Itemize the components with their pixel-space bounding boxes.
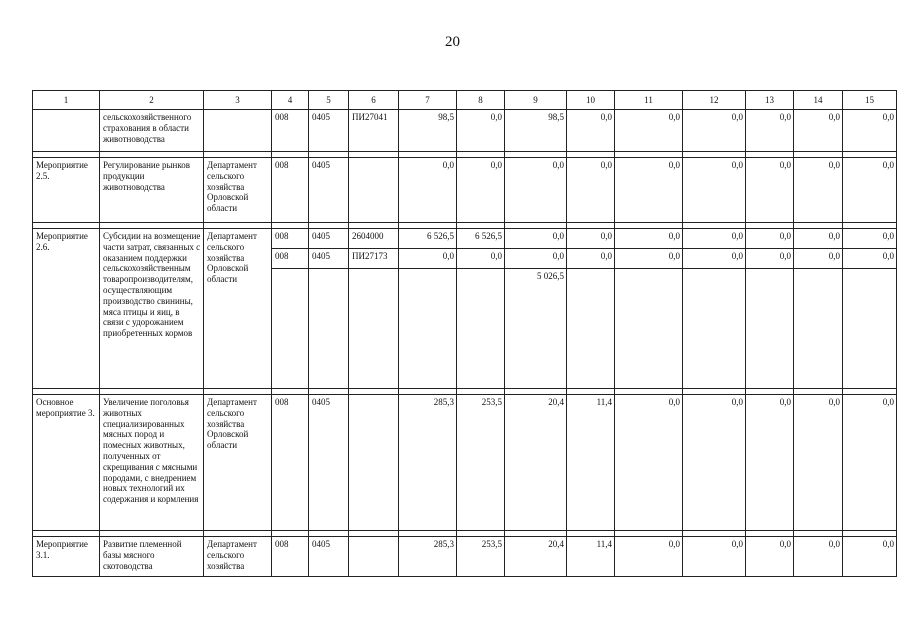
- cell-value: 0,0: [746, 158, 794, 223]
- cell-value: 0,0: [399, 249, 457, 269]
- cell-value: 20,4: [505, 537, 567, 577]
- cell-grbs: 008: [272, 110, 309, 152]
- cell-value: 0,0: [505, 229, 567, 249]
- cell-executor: [204, 110, 272, 152]
- column-header: 7: [399, 91, 457, 110]
- cell-measure: [33, 110, 100, 152]
- cell-value: 0,0: [567, 229, 615, 249]
- column-header: 3: [204, 91, 272, 110]
- cell-rzpr: 0405: [309, 229, 349, 249]
- cell-value: 0,0: [746, 110, 794, 152]
- cell-value: 0,0: [746, 537, 794, 577]
- cell-name: сельскохозяйственного страхования в области животноводства: [100, 110, 204, 152]
- page-number: 20: [445, 34, 460, 50]
- cell-value: 0,0: [794, 229, 843, 249]
- table-row: [33, 395, 897, 531]
- column-header: 4: [272, 91, 309, 110]
- cell-value: 0,0: [683, 249, 746, 269]
- cell-value: 0,0: [615, 395, 683, 531]
- cell-value: 0,0: [683, 110, 746, 152]
- cell-csr: ПИ27173: [349, 249, 399, 269]
- cell-value: 0,0: [794, 537, 843, 577]
- cell-value: 0,0: [843, 110, 897, 152]
- cell-grbs: 008: [272, 158, 309, 223]
- cell-value: 11,4: [567, 395, 615, 531]
- cell-value: 0,0: [615, 110, 683, 152]
- cell-rzpr: 0405: [309, 110, 349, 152]
- table-row: [33, 537, 897, 577]
- cell-grbs: 008: [272, 537, 309, 577]
- cell-value: 98,5: [399, 110, 457, 152]
- header-row: [33, 91, 897, 110]
- cell-value: 253,5: [457, 395, 505, 531]
- cell-value: 0,0: [567, 158, 615, 223]
- cell-value: 0,0: [457, 158, 505, 223]
- budget-table: [32, 90, 897, 577]
- column-header: 11: [615, 91, 683, 110]
- cell-rzpr: 0405: [309, 249, 349, 269]
- cell-value: 0,0: [615, 229, 683, 249]
- cell-value: 0,0: [843, 395, 897, 531]
- cell-value: 0,0: [399, 158, 457, 223]
- cell-value: 0,0: [615, 537, 683, 577]
- cell-measure: Мероприятие 3.1.: [33, 537, 100, 577]
- column-header: 1: [33, 91, 100, 110]
- cell-rzpr: 0405: [309, 537, 349, 577]
- cell-executor: Департамент сельского хозяйства Орловской области: [204, 395, 272, 531]
- cell-value: 11,4: [567, 537, 615, 577]
- cell-value: 285,3: [399, 395, 457, 531]
- cell-executor: Департамент сельского хозяйства Орловской области: [204, 158, 272, 223]
- cell-measure: Мероприятие 2.6.: [33, 229, 100, 389]
- cell-value: 0,0: [746, 395, 794, 531]
- cell-value: 6 526,5: [399, 229, 457, 249]
- cell-value: 0,0: [794, 249, 843, 269]
- cell-value: 0,0: [567, 110, 615, 152]
- column-header: 8: [457, 91, 505, 110]
- cell-csr: [349, 158, 399, 223]
- column-header: 12: [683, 91, 746, 110]
- cell-value: 285,3: [399, 537, 457, 577]
- table-row: [33, 110, 897, 152]
- cell-value: 0,0: [794, 395, 843, 531]
- cell-value: 0,0: [843, 229, 897, 249]
- cell-name: Увеличение поголовья животных специализированных мясных пород и помесных животных, полученных от скрещивания с мясными породами, с внедрением новых технологий их содержания и кормления: [100, 395, 204, 531]
- cell-value: 0,0: [794, 158, 843, 223]
- cell-value: 0,0: [746, 249, 794, 269]
- column-header: 9: [505, 91, 567, 110]
- cell-csr: [349, 537, 399, 577]
- cell-value: 0,0: [457, 249, 505, 269]
- column-header: 2: [100, 91, 204, 110]
- cell-csr: ПИ27041: [349, 110, 399, 152]
- cell-value: 98,5: [505, 110, 567, 152]
- cell-executor: Департамент сельского хозяйства Орловской области: [204, 229, 272, 389]
- cell-grbs: 008: [272, 395, 309, 531]
- cell-value: 0,0: [505, 158, 567, 223]
- column-header: 5: [309, 91, 349, 110]
- column-header: 10: [567, 91, 615, 110]
- cell-csr: [349, 395, 399, 531]
- cell-name: Развитие племенной базы мясного скотоводства: [100, 537, 204, 577]
- column-header: 13: [746, 91, 794, 110]
- cell-value: 0,0: [615, 158, 683, 223]
- column-header: 15: [843, 91, 897, 110]
- cell-value: 0,0: [683, 158, 746, 223]
- column-header: 14: [794, 91, 843, 110]
- cell-value: 0,0: [843, 158, 897, 223]
- table-row: [33, 158, 897, 223]
- cell-grbs: 008: [272, 229, 309, 249]
- cell-value: 0,0: [683, 229, 746, 249]
- cell-value: 0,0: [746, 229, 794, 249]
- cell-measure: Основное мероприятие 3.: [33, 395, 100, 531]
- column-header: 6: [349, 91, 399, 110]
- cell-rzpr: 0405: [309, 395, 349, 531]
- cell-value: 0,0: [843, 249, 897, 269]
- cell-value: 0,0: [683, 395, 746, 531]
- cell-value: 0,0: [457, 110, 505, 152]
- cell-value: 0,0: [843, 537, 897, 577]
- cell-name: Субсидии на возмещение части затрат, связанных с оказанием поддержки сельскохозяйственным товаропроизводителям, осуществляющим производство свинины, мяса птицы и яиц, в связи с удорожанием приобретенных кормов: [100, 229, 204, 389]
- cell-measure: Мероприятие 2.5.: [33, 158, 100, 223]
- cell-rzpr: 0405: [309, 158, 349, 223]
- cell-executor: Департамент сельского хозяйства: [204, 537, 272, 577]
- cell-value: 6 526,5: [457, 229, 505, 249]
- table-row: [33, 229, 897, 249]
- cell-name: Регулирование рынков продукции животноводства: [100, 158, 204, 223]
- cell-value: 0,0: [615, 249, 683, 269]
- cell-value: 253,5: [457, 537, 505, 577]
- cell-value: 5 026,5: [505, 269, 567, 389]
- cell-value: 0,0: [505, 249, 567, 269]
- cell-grbs: 008: [272, 249, 309, 269]
- cell-value: 0,0: [683, 537, 746, 577]
- cell-csr: 2604000: [349, 229, 399, 249]
- cell-value: 20,4: [505, 395, 567, 531]
- cell-value: 0,0: [794, 110, 843, 152]
- cell-value: 0,0: [567, 249, 615, 269]
